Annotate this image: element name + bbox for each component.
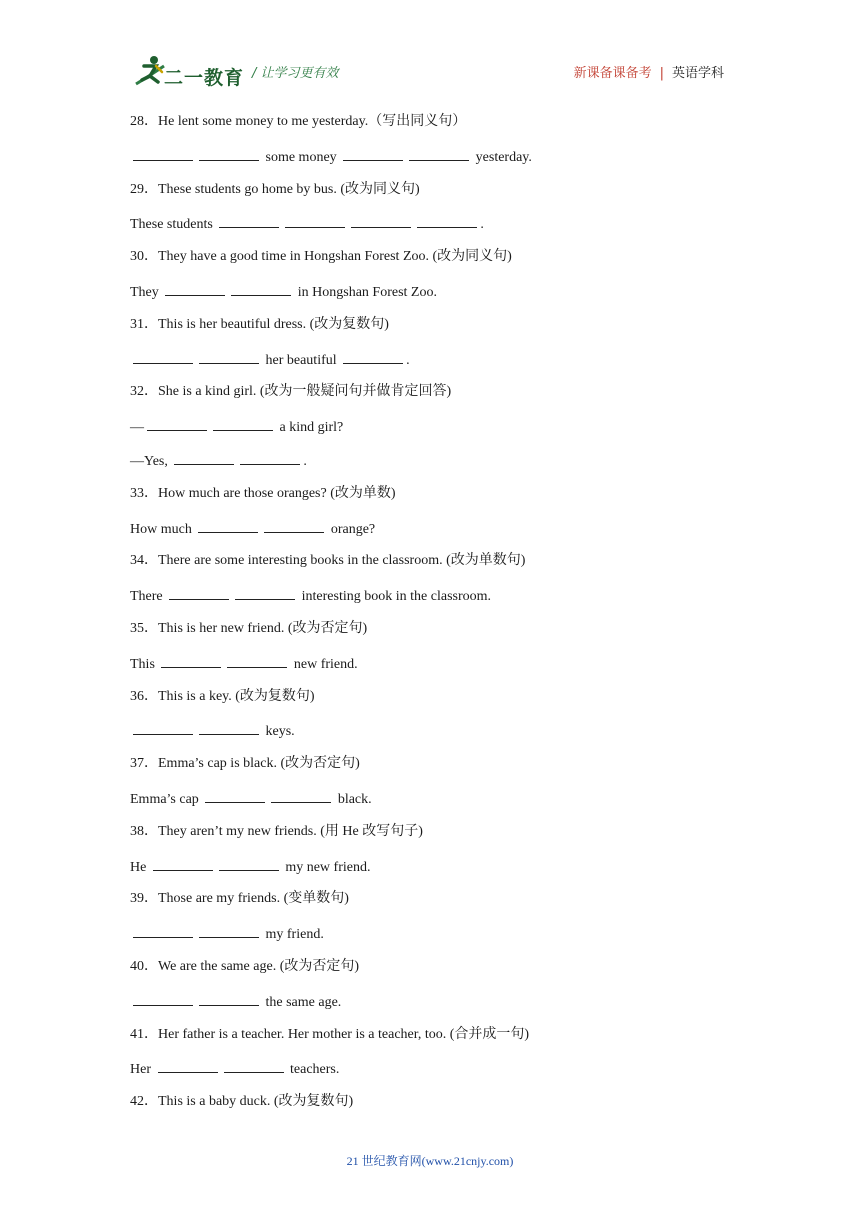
page-header xyxy=(0,0,860,100)
answer-blank[interactable] xyxy=(174,450,234,465)
line-text: 40．We are the same age. (改为否定句) xyxy=(130,958,360,974)
question-line xyxy=(130,315,770,349)
answer-blank[interactable] xyxy=(213,416,273,431)
slogan: / 让学习更有效 xyxy=(252,66,339,81)
answer-line xyxy=(130,281,770,315)
answer-blank[interactable] xyxy=(133,349,193,364)
question-line xyxy=(130,247,770,281)
logo xyxy=(130,52,252,94)
answer-line xyxy=(130,856,770,890)
line-text: — xyxy=(130,420,144,436)
line-text: 29．These students go home by bus. (改为同义句) xyxy=(130,181,420,197)
answer-blank[interactable] xyxy=(219,856,279,871)
answer-blank[interactable] xyxy=(417,213,477,228)
answer-blank[interactable] xyxy=(165,281,225,296)
line-text: —Yes, xyxy=(130,453,172,469)
answer-line xyxy=(130,991,770,1025)
answer-blank[interactable] xyxy=(199,923,259,938)
answer-blank[interactable] xyxy=(351,213,411,228)
answer-blank[interactable] xyxy=(199,146,259,161)
line-text: my friend. xyxy=(262,927,324,943)
line-text: my new friend. xyxy=(281,859,371,875)
answer-blank[interactable] xyxy=(169,585,229,600)
line-text: new friend. xyxy=(290,656,358,672)
line-text: teachers. xyxy=(286,1062,340,1078)
header-subject: 英语学科 xyxy=(671,66,724,81)
answer-blank[interactable] xyxy=(133,923,193,938)
answer-blank[interactable] xyxy=(409,146,469,161)
question-line xyxy=(130,687,770,721)
line-text: 33．How much are those oranges? (改为单数) xyxy=(130,485,396,501)
question-line xyxy=(130,957,770,991)
answer-blank[interactable] xyxy=(240,450,300,465)
line-text: 34．There are some interesting books in the classroom. (改为单数句) xyxy=(130,553,526,569)
answer-blank[interactable] xyxy=(285,213,345,228)
answer-blank[interactable] xyxy=(161,653,221,668)
question-line xyxy=(130,822,770,856)
answer-blank[interactable] xyxy=(199,991,259,1006)
page-footer: 21 世纪教育网(www.21cnjy.com) xyxy=(346,1154,514,1168)
answer-line xyxy=(130,450,770,484)
answer-blank[interactable] xyxy=(147,416,207,431)
line-text: Her xyxy=(130,1062,155,1078)
line-text: 39．Those are my friends. (变单数句) xyxy=(130,891,349,907)
line-text: . xyxy=(406,352,410,368)
answer-line xyxy=(130,146,770,180)
line-text: How much xyxy=(130,521,196,537)
header-brand: 新课备课备考 xyxy=(573,66,652,81)
line-text: 35．This is her new friend. (改为否定句) xyxy=(130,620,368,636)
answer-blank[interactable] xyxy=(219,213,279,228)
answer-line xyxy=(130,213,770,247)
line-text: They xyxy=(130,284,163,300)
answer-blank[interactable] xyxy=(199,720,259,735)
answer-line xyxy=(130,653,770,687)
line-text: Emma’s cap xyxy=(130,791,203,807)
line-text: There xyxy=(130,589,167,605)
answer-blank[interactable] xyxy=(271,788,331,803)
answer-line xyxy=(130,349,770,383)
line-text: 42．This is a baby duck. (改为复数句) xyxy=(130,1094,354,1110)
question-line xyxy=(130,889,770,923)
answer-line xyxy=(130,788,770,822)
line-text: . xyxy=(303,453,307,469)
line-text: 30．They have a good time in Hongshan Forest Zoo. (改为同义句) xyxy=(130,249,512,265)
line-text: black. xyxy=(334,791,372,807)
answer-blank[interactable] xyxy=(235,585,295,600)
line-text: a kind girl? xyxy=(276,420,344,436)
line-text: 36．This is a key. (改为复数句) xyxy=(130,688,315,704)
line-text: 38．They aren’t my new friends. (用 He 改写句子) xyxy=(130,823,423,839)
question-line xyxy=(130,1025,770,1059)
line-text: the same age. xyxy=(262,994,342,1010)
question-line xyxy=(130,551,770,585)
answer-line xyxy=(130,585,770,619)
answer-blank[interactable] xyxy=(343,146,403,161)
header-right xyxy=(574,62,724,81)
answer-blank[interactable] xyxy=(199,349,259,364)
line-text: He xyxy=(130,859,150,875)
question-line xyxy=(130,180,770,214)
line-text: 41．Her father is a teacher. Her mother is a teacher, too. (合并成一句) xyxy=(130,1026,530,1042)
line-text: in Hongshan Forest Zoo. xyxy=(294,284,437,300)
line-text: 28．He lent some money to me yesterday.（写出同义句） xyxy=(130,114,467,129)
line-text: 32．She is a kind girl. (改为一般疑问句并做肯定回答) xyxy=(130,384,452,400)
answer-blank[interactable] xyxy=(264,518,324,533)
answer-blank[interactable] xyxy=(205,788,265,803)
answer-blank[interactable] xyxy=(133,720,193,735)
line-text: some money xyxy=(262,149,341,165)
line-text: This xyxy=(130,656,159,672)
answer-blank[interactable] xyxy=(133,991,193,1006)
question-line xyxy=(130,382,770,416)
answer-line xyxy=(130,1058,770,1092)
line-text: These students xyxy=(130,217,217,233)
answer-blank[interactable] xyxy=(224,1058,284,1073)
header-separator: | xyxy=(659,66,664,81)
answer-blank[interactable] xyxy=(231,281,291,296)
line-text: orange? xyxy=(327,521,376,537)
answer-blank[interactable] xyxy=(343,349,403,364)
answer-line xyxy=(130,416,770,450)
line-text: interesting book in the classroom. xyxy=(298,589,492,605)
answer-line xyxy=(130,923,770,957)
line-text: 31．This is her beautiful dress. (改为复数句) xyxy=(130,316,389,332)
question-line xyxy=(130,619,770,653)
exercise-list xyxy=(130,112,770,1126)
answer-line xyxy=(130,518,770,552)
logo-text: 二一教育 xyxy=(164,67,245,89)
answer-blank[interactable] xyxy=(153,856,213,871)
answer-blank[interactable] xyxy=(198,518,258,533)
question-line xyxy=(130,754,770,788)
line-text: . xyxy=(480,217,484,233)
question-line xyxy=(130,112,770,146)
line-text: 37．Emma’s cap is black. (改为否定句) xyxy=(130,756,360,772)
line-text: her beautiful xyxy=(262,352,341,368)
question-line xyxy=(130,484,770,518)
answer-blank[interactable] xyxy=(133,146,193,161)
answer-blank[interactable] xyxy=(158,1058,218,1073)
line-text: yesterday. xyxy=(472,149,532,165)
answer-blank[interactable] xyxy=(227,653,287,668)
answer-line xyxy=(130,720,770,754)
line-text: keys. xyxy=(262,724,295,740)
question-line xyxy=(130,1092,770,1126)
